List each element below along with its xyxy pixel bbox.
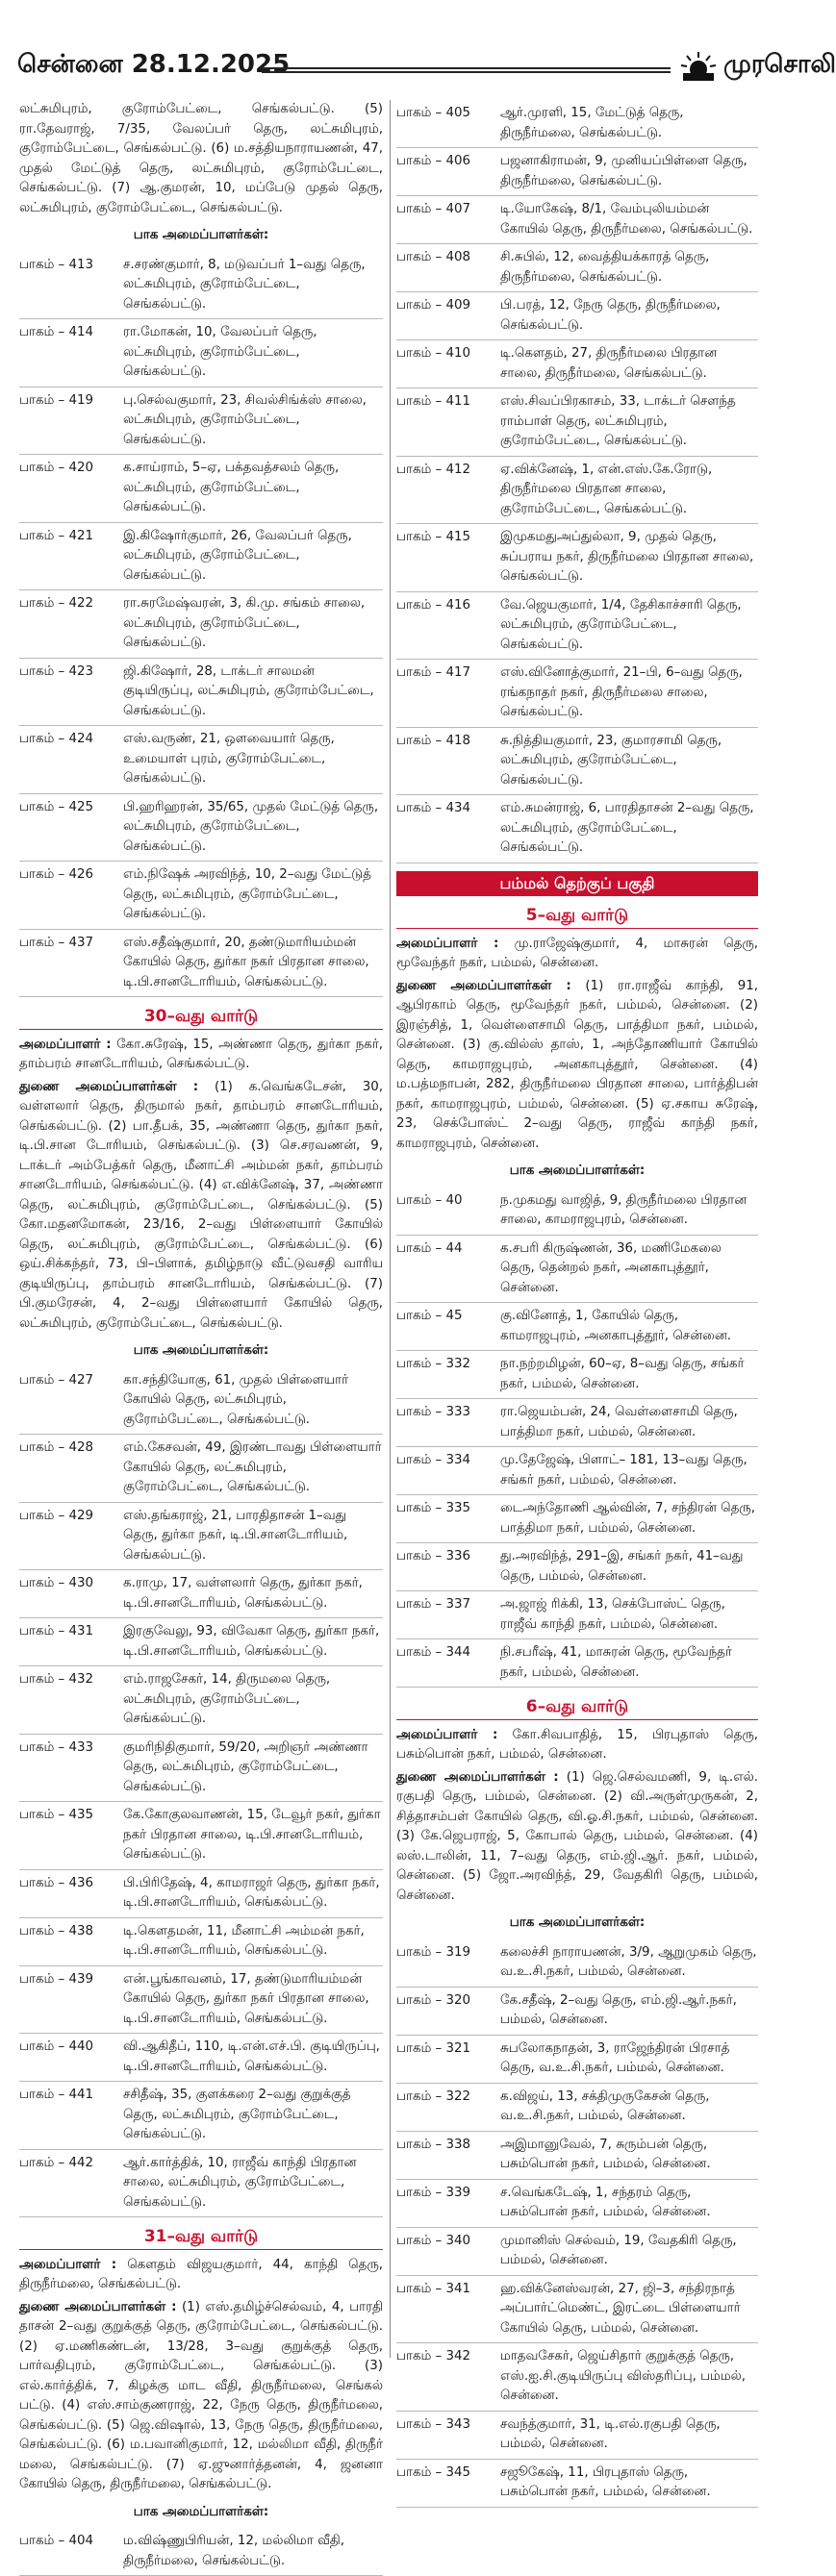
booth-number: பாகம் – 413 — [19, 257, 94, 272]
ward-5-title: 5–வது வார்டு — [396, 906, 758, 929]
booth-organizer: நா.நற்றமிழன், 60–ஏ, 8–வது தெரு, சங்கர் நகர், பம்மல், சென்னை. — [500, 1357, 745, 1391]
booth-number: பாகம் – 322 — [396, 2088, 471, 2104]
booth-organizer: து.அரவிந்த், 291–இ, சங்கர் நகர், 41–வது தெரு, பம்மல், சென்னை. — [500, 1549, 744, 1584]
booth-entry — [19, 2034, 383, 2082]
deputy-text: (1) ஜெ.செல்வமணி, 9, டி.எல். ரகுபதி தெரு, பம்மல், சென்னை. (2) வி.அருள்முருகன், 2, சித்தாசம்பள் கோயில் தெரு, வி.ஓ.சி.நகர், பம்மல், சென்னை. (3) கே.ஜெபராஜ், 5, கோபால் தெரு, பம்மல், சென்னை. (4) லஸ்.டாலின், 11, 7–வது தெரு, எம்.ஜி.ஆர். நகர், பம்மல், சென்னை. (5) ஜோ.அரவிந்த், 29, வேதகிரி தெரு, பம்மல், சென்னை. — [396, 1769, 759, 1903]
booth-number: பாகம் – 414 — [19, 325, 94, 339]
booth-number: பாகம் – 332 — [396, 1357, 471, 1371]
booth-organizer: சு.நித்தியகுமார், 23, குமாரசாமி தெரு, லட்சுமிபுரம், குரோம்பேட்டை, செங்கல்பட்டு. — [500, 733, 722, 788]
booth-number: பாகம் – 426 — [19, 867, 94, 882]
booth-organizer: டி.கௌதமன், 11, மீனாட்சி அம்மன் நகர், டி.பி.சானடோரியம், செங்கல்பட்டு. — [123, 1923, 365, 1958]
booth-organizer: க.சபரி கிருஷ்ணன், 36, மணிமேகலை தெரு, தென்றல் நகர், அனகாபுத்தூர், சென்னை. — [500, 1240, 722, 1295]
booth-organizer: டைஅந்தோணி ஆல்வின், 7, சந்திரன் தெரு, பாத்திமா நகர், பம்மல், சென்னை. — [500, 1501, 755, 1536]
booth-number: பாகம் – 427 — [19, 1372, 94, 1388]
booth-organizer: மாதவசேகர், ஜெய்சிதார் குறுக்குத் தெரு, எஸ்.ஐ.சி.குடியிருப்பு விஸ்தரிப்பு, பம்மல், சென்னை. — [500, 2349, 746, 2403]
booth-organizer: எம்.நிஷேக் அரவிந்த், 10, 2–வது மேட்டுத் தெரு, லட்சுமிபுரம், குரோம்பேட்டை, செங்கல்பட்டு. — [123, 867, 371, 921]
ward-31-deputies — [19, 2298, 383, 2495]
booth-organizer: க.சாய்ராம், 5–ஏ, பக்தவத்சலம் தெரு, லட்சுமிபுரம், குரோம்பேட்டை, செங்கல்பட்டு. — [123, 461, 340, 514]
booth-entry — [19, 1666, 383, 1735]
ward-6-organizer — [396, 1726, 758, 1765]
booth-number: பாகம் – 343 — [396, 2416, 471, 2432]
booth-organizer: ந.முகமது வாஜித், 9, திருநீர்மலை பிரதான சாலை, காமராஜபுரம், சென்னை. — [500, 1192, 747, 1227]
left-column — [19, 100, 384, 2568]
booth-number: பாகம் – 433 — [19, 1739, 94, 1755]
booth-entry — [19, 726, 383, 794]
booth-number: பாகம் – 437 — [19, 935, 94, 950]
organizer-text: கௌதம் விஜயகுமார், 44, காந்தி தெரு, திருநீர்மலை, செங்கல்பட்டு. — [19, 2257, 383, 2291]
booth-entry — [19, 1367, 383, 1436]
booth-organizer: அ.ஜாஜ் ரிக்கி, 13, செக்போஸ்ட் தெரு, ராஜீவ் காந்தி நகர், பம்மல், சென்னை. — [500, 1597, 725, 1632]
booth-entry — [396, 1939, 758, 1988]
booth-entry — [396, 2412, 758, 2460]
booth-number: பாகம் – 410 — [396, 346, 471, 361]
booth-list — [396, 100, 758, 863]
booth-entry — [19, 1435, 383, 1503]
ward-5-organizer — [396, 935, 758, 974]
booth-entry — [19, 252, 383, 320]
booth-entry — [396, 2180, 758, 2228]
deputy-text: (1) எஸ்.தமிழ்ச்செல்வம், 4, பாரதி தாசன் 2–வது குறுக்குத் தெரு, குரோம்பேட்டை, செங்கல்பட்டு. (2) ஏ.மணிகண்டன், 13/28, 3–வது குறுக்குத் தெரு, பார்வதிபுரம், குரோம்பேட்டை, செங்கல்பட்டு. (3) எல்.கார்த்திக், 7, கிழக்கு மாட வீதி, திருநீர்மலை, செங்கல் பட்டு. (4) எஸ்.சாம்குணராஜ், 22, நேரு தெரு, திருநீர்மலை, செங்கல்பட்டு. (5) ஜெ.விஷால், 13, நேரு தெரு, திருநீர்மலை, செங்கல்பட்டு. (6) ம.பவானிகுமார், 12, மல்லிமா வீதி, திருநீர் மலை, செங்கல்பட்டு. (7) ஏ.ஜுனார்த்தனன், 4, ஜனனா கோயில் தெரு, திருநீர்மலை, செங்கல்பட்டு. — [19, 2299, 383, 2491]
booth-organizer: வே.ஜெயகுமார், 1/4, தேசிகாச்சாரி தெரு, லட்சுமிபுரம், குரோம்பேட்டை, செங்கல்பட்டு. — [500, 597, 742, 652]
booth-organizer: இமுகமதுஅப்துல்லா, 9, முதல் தெரு, சுப்பராய நகர், திருநீர்மலை பிரதான சாலை, செங்கல்பட்டு. — [500, 530, 754, 584]
booth-entry — [396, 1303, 758, 1351]
booth-entry — [19, 590, 383, 659]
booth-entry — [396, 1639, 758, 1688]
booth-number: பாகம் – 428 — [19, 1440, 94, 1455]
booth-number: பாகம் – 45 — [396, 1309, 463, 1323]
booth-entry — [396, 1988, 758, 2036]
booth-entry — [396, 1188, 758, 1236]
booth-number: பாகம் – 436 — [19, 1875, 94, 1890]
booth-number: பாகம் – 337 — [396, 1597, 471, 1612]
booth-organizer: ம.விஷ்ணுபிரியன், 12, மல்லிமா வீதி, திருநீர்மலை, செங்கல்பட்டு. — [123, 2534, 345, 2568]
booth-number: பாகம் – 44 — [396, 1240, 463, 1256]
booth-number: பாகம் – 411 — [396, 394, 471, 409]
booth-number: பாகம் – 417 — [396, 665, 471, 680]
booth-entry — [396, 457, 758, 525]
booth-entry — [19, 523, 383, 591]
booth-number: பாகம் – 434 — [396, 801, 471, 815]
booth-organizer: எம்.சுமன்ராஜ், 6, பாரதிதாசன் 2–வது தெரு, லட்சுமிபுரம், குரோம்பேட்டை, செங்கல்பட்டு. — [500, 801, 754, 855]
booth-organizer: இ.கிஷோர்குமார், 26, வேலப்பர் தெரு, லட்சுமிபுரம், குரோம்பேட்டை, செங்கல்பட்டு. — [123, 528, 352, 583]
booth-organizer: க.ராமு, 17, வள்ளலார் தெரு, துர்கா நகர், டி.பி.சானடோரியம், செங்கல்பட்டு. — [123, 1576, 363, 1611]
booth-entry — [396, 2036, 758, 2084]
booth-number: பாகம் – 333 — [396, 1405, 471, 1419]
booth-organizer: ஹ.விக்னேஸ்வரன், 27, ஜி–3, சந்திரநாத் அப்பார்ட்மெண்ட், இரட்டை பிள்ளையார் கோயில் தெரு, பம்மல், சென்னை. — [500, 2281, 741, 2336]
booth-number: பாகம் – 425 — [19, 799, 94, 814]
booth-number: பாகம் – 341 — [396, 2281, 471, 2296]
booth-entry — [19, 455, 383, 523]
booth-organizer: ச.வெங்கடேஷ், 1, சந்தரம் தெரு, பசும்பொன் நகர், பம்மல், சென்னை. — [500, 2185, 711, 2219]
organizer-text: மு.ராஜேஷ்குமார், 4, மாசுரன் தெரு, மூவேந்தர் நகர், பம்மல், சென்னை. — [396, 936, 759, 970]
booth-number: பாகம் – 40 — [396, 1192, 463, 1208]
booth-organizer: மு.தேஜேஷ், பிளாட்– 181, 13–வது தெரு, சங்கர் நகர், பம்மல், சென்னை. — [500, 1453, 747, 1488]
booth-heading: பாக அமைப்பாளர்கள்: — [509, 1163, 646, 1178]
organizer-label: அமைப்பாளர் : — [19, 1037, 112, 1052]
booth-entry — [396, 1495, 758, 1543]
booth-entry — [396, 244, 758, 292]
booth-organizer: சசிதீஷ், 35, குளக்கரை 2–வது குறுக்குத் தெரு, லட்சுமிபுரம், குரோம்பேட்டை, செங்கல்பட்டு. — [123, 2088, 351, 2141]
booth-number: பாகம் – 408 — [396, 250, 471, 264]
booth-entry — [19, 2082, 383, 2150]
booth-number: பாகம் – 336 — [396, 1549, 471, 1563]
booth-organizer: சஜூகேஷ், 11, பிரபுதாஸ் தெரு, பசும்பொன் நகர், பம்மல், சென்னை. — [500, 2464, 711, 2499]
deputy-label: துணை அமைப்பாளர்கள் : — [396, 978, 571, 993]
booth-number: பாகம் – 422 — [19, 596, 94, 611]
article-columns — [0, 100, 770, 2568]
booth-number: பாகம் – 440 — [19, 2039, 94, 2054]
booth-entry — [396, 2084, 758, 2132]
booth-number: பாகம் – 429 — [19, 1508, 94, 1523]
booth-organizer: என்.பூங்காவனம், 17, தண்டுமாரியம்மன் கோயில் தெரு, துர்கா நகர் பிரதான சாலை, டி.பி.சானடோரியம், செங்கல்பட்டு. — [123, 1971, 369, 2026]
booth-organizer: பி.ஹரிஹரன், 35/65, முதல் மேட்டுத் தெரு, லட்சுமிபுரம், குரோம்பேட்டை, செங்கல்பட்டு. — [123, 799, 379, 854]
booth-entry — [19, 1570, 383, 1618]
booth-entry — [19, 1870, 383, 1918]
booth-heading: பாக அமைப்பாளர்கள்: — [133, 228, 269, 242]
booth-organizer: கலைச்சி நாராயணன், 3/9, ஆறுமுகம் தெரு, வ.உ.சி.நகர், பம்மல், சென்னை. — [500, 1944, 757, 1979]
booth-organizer: பஜனாகிராமன், 9, முனியப்பிள்ளை தெரு, திருநீர்மலை, செங்கல்பட்டு. — [500, 154, 747, 188]
booth-number: பாகம் – 441 — [19, 2088, 94, 2102]
booth-entry — [396, 2276, 758, 2344]
booth-list — [19, 252, 383, 998]
booth-number: பாகம் – 424 — [19, 732, 94, 746]
booth-organizer: க.விஜய், 13, சக்திமுருகேசன் தெரு, வ.உ.சி.நகர், பம்மல், சென்னை. — [500, 2088, 710, 2123]
booth-number: பாகம் – 340 — [396, 2233, 471, 2248]
booth-number: பாகம் – 438 — [19, 1923, 94, 1938]
booth-number: பாகம் – 345 — [396, 2464, 471, 2480]
booth-number: பாகம் – 432 — [19, 1672, 94, 1687]
booth-organizer: ரா.சுரமேஷ்வரன், 3, கி.மு. சங்கம் சாலை, லட்சுமிபுரம், குரோம்பேட்டை, செங்கல்பட்டு. — [123, 596, 366, 650]
booth-entry — [396, 292, 758, 340]
booth-entry — [19, 1618, 383, 1666]
booth-entry — [19, 930, 383, 998]
newspaper-brand: முரசொலி — [723, 50, 836, 79]
booth-entry — [19, 2150, 383, 2218]
booth-entry — [19, 388, 383, 456]
booth-number: பாகம் – 442 — [19, 2155, 94, 2170]
booth-entry — [19, 1802, 383, 1870]
booth-entry — [396, 1236, 758, 1304]
booth-organizer: எஸ்.தங்கராஜ், 21, பாரதிதாசன் 1–வது தெரு, துர்கா நகர், டி.பி.சானடோரியம், செங்கல்பட்டு. — [123, 1508, 348, 1563]
booth-list — [19, 1367, 383, 2218]
booth-organizer: எஸ்.சதீஷ்குமார், 20, தண்டுமாரியம்மன் கோயில் தெரு, துர்கா நகர் பிரதான சாலை, டி.பி.சானடோரியம், செங்கல்பட்டு. — [123, 935, 369, 989]
masthead — [0, 0, 836, 96]
booth-organizer: எஸ்.வினோத்குமார், 21–பி, 6–வது தெரு, ரங்கநாதர் நகர், திருநீர்மலை சாலை, செங்கல்பட்டு. — [500, 665, 743, 719]
booth-entry — [396, 1543, 758, 1591]
booth-number: பாகம் – 420 — [19, 461, 94, 475]
booth-number: பாகம் – 319 — [396, 1944, 471, 1960]
organizer-label: அமைப்பாளர் : — [396, 1727, 498, 1742]
ward-31-organizer — [19, 2256, 383, 2295]
booth-heading: பாக அமைப்பாளர்கள்: — [509, 1915, 646, 1930]
booth-number: பாகம் – 421 — [19, 528, 94, 543]
booth-organizer: எம்.ராஜசேகர், 14, திருமலை தெரு, லட்சுமிபுரம், குரோம்பேட்டை, செங்கல்பட்டு. — [123, 1672, 331, 1726]
booth-number: பாகம் – 430 — [19, 1576, 94, 1590]
booth-list — [396, 1188, 758, 1688]
zone-banner: பம்மல் தெற்குப் பகுதி — [396, 871, 758, 897]
booth-entry — [19, 319, 383, 388]
booth-organizer: முமானிஸ் செல்வம், 19, வேதகிரி தெரு, பம்மல், சென்னை. — [500, 2233, 737, 2267]
right-column — [396, 100, 759, 2499]
booth-number: பாகம் – 320 — [396, 1992, 471, 2008]
booth-number: பாகம் – 431 — [19, 1624, 94, 1638]
ward-30-deputies — [19, 1078, 383, 1335]
booth-number: பாகம் – 423 — [19, 663, 94, 679]
booth-organizer: சி.சுபில், 12, வைத்தியக்காரத் தெரு, திருநீர்மலை, செங்கல்பட்டு. — [500, 250, 710, 285]
intro-paragraph: லட்சுமிபுரம், குரோம்பேட்டை, செங்கல்பட்டு. (5) ரா.தேவராஜ், 7/35, வேலப்பர் தெரு, லட்சுமிபுரம், குரோம்பேட்டை, செங்கல்பட்டு. (6) ம.சத்தியநாராயணன், 47, முதல் மேட்டுத் தெரு, லட்சுமிபுரம், குரோம்பேட்டை, செங்கல்பட்டு. (7) ஆ.குமரன், 10, மப்பேடு முதல் தெரு, லட்சுமிபுரம், குரோம்பேட்டை, செங்கல்பட்டு. — [19, 102, 383, 215]
booth-entry — [396, 795, 758, 863]
booth-entry — [396, 100, 758, 148]
booth-organizer: ஜி.கிஷோர், 28, டாக்டர் சாலமன் குடியிருப்பு, லட்சுமிபுரம், குரோம்பேட்டை, செங்கல்பட்டு. — [123, 663, 374, 718]
booth-heading: பாக அமைப்பாளர்கள்: — [133, 1343, 269, 1358]
booth-organizer: டி.யோகேஷ், 8/1, வேம்புலியம்மன் கோயில் தெரு, திருநீர்மலை, செங்கல்பட்டு. — [500, 202, 753, 237]
ward-30-title: 30–வது வார்டு — [19, 1007, 383, 1030]
edition-date: சென்னை 28.12.2025 — [17, 50, 291, 79]
booth-organizer: ஆர்.கார்த்திக், 10, ராஜீவ் காந்தி பிரதான சாலை, லட்சுமிபுரம், குரோம்பேட்டை, செங்கல்பட்டு. — [123, 2155, 357, 2210]
booth-heading: பாக அமைப்பாளர்கள்: — [133, 2504, 269, 2519]
booth-number: பாகம் – 419 — [19, 392, 94, 408]
booth-entry — [396, 1447, 758, 1495]
booth-organizer: அஇமானுவேல், 7, சுரும்பன் தெரு, பசும்பொன் நகர், பம்மல், சென்னை. — [500, 2137, 711, 2171]
booth-number: பாகம் – 407 — [396, 202, 471, 216]
booth-entry — [396, 2132, 758, 2180]
organizer-text: கோ.சிவபாதித், 15, பிரபுதாஸ் தெரு, பசும்பொன் நகர், பம்மல், சென்னை. — [396, 1727, 758, 1762]
booth-organizer: சவந்த்குமார், 31, டி.எல்.ரகுபதி தெரு, பம்மல், சென்னை. — [500, 2416, 721, 2451]
booth-entry — [396, 2460, 758, 2508]
ward-5-deputies — [396, 977, 758, 1155]
booth-list — [19, 2528, 383, 2576]
booth-organizer: பி.பிரிதேஷ், 4, காமராஜர் தெரு, துர்கா நகர், டி.பி.சானடோரியம், செங்கல்பட்டு. — [123, 1875, 380, 1910]
booth-entry — [396, 1351, 758, 1399]
booth-organizer: வி.ஆகிதீப், 110, டி.என்.எச்.பி. குடியிருப்பு, டி.பி.சானடோரியம், செங்கல்பட்டு. — [123, 2039, 380, 2074]
booth-entry — [396, 660, 758, 728]
rising-sun-logo-icon — [679, 50, 718, 85]
booth-organizer: ரா.மோகன், 10, வேலப்பர் தெரு, லட்சுமிபுரம், குரோம்பேட்டை, செங்கல்பட்டு. — [123, 325, 317, 379]
booth-number: பாகம் – 409 — [396, 298, 471, 313]
organizer-label: அமைப்பாளர் : — [396, 936, 499, 951]
deputy-label: துணை அமைப்பாளர்கள் : — [19, 1079, 199, 1094]
booth-number: பாகம் – 412 — [396, 462, 471, 477]
booth-organizer: எஸ்.வருண், 21, ஒளவையார் தெரு, உமையாள் புரம், குரோம்பேட்டை, செங்கல்பட்டு. — [123, 732, 335, 786]
deputy-label: துணை அமைப்பாளர்கள் : — [396, 1769, 559, 1785]
booth-number: பாகம் – 439 — [19, 1971, 94, 1987]
booth-number: பாகம் – 435 — [19, 1808, 94, 1822]
booth-organizer: கே.சதீஷ், 2–வது தெரு, எம்.ஜி.ஆர்.நகர், பம்மல், சென்னை. — [500, 1992, 737, 2027]
column-divider — [390, 100, 391, 2358]
booth-number: பாகம் – 344 — [396, 1645, 471, 1660]
booth-entry — [19, 862, 383, 930]
booth-organizer: எம்.கேசவன், 49, இரண்டாவது பிள்ளையார் கோயில் தெரு, லட்சுமிபுரம், குரோம்பேட்டை, செங்கல்பட்டு. — [123, 1440, 382, 1494]
booth-entry — [19, 2528, 383, 2576]
booth-entry — [396, 1591, 758, 1639]
booth-entry — [19, 1503, 383, 1571]
booth-number: பாகம் – 321 — [396, 2040, 471, 2056]
booth-organizer: இரகுவேலு, 93, விவேகா தெரு, துர்கா நகர், டி.பி.சானடோரியம், செங்கல்பட்டு. — [123, 1624, 380, 1659]
masthead-rule — [262, 67, 671, 73]
booth-number: பாகம் – 335 — [396, 1501, 471, 1515]
booth-number: பாகம் – 406 — [396, 154, 471, 168]
booth-organizer: கு.வினோத், 1, கோயில் தெரு, காமராஜபுரம், அனகாபுத்தூர், சென்னை. — [500, 1309, 732, 1343]
booth-organizer: ஏ.விக்னேஷ், 1, என்.எஸ்.கே.ரோடு, திருநீர்மலை பிரதான சாலை, குரோம்பேட்டை, செங்கல்பட்டு. — [500, 462, 713, 516]
booth-organizer: நி.சபரீஷ், 41, மாசுரன் தெரு, மூவேந்தர் நகர், பம்மல், சென்னை. — [500, 1645, 732, 1680]
booth-entry — [396, 340, 758, 388]
booth-organizer: எஸ்.சிவப்பிரகாசம், 33, டாக்டர் சௌந்த ராம்பாள் தெரு, லட்சுமிபுரம், குரோம்பேட்டை, செங்கல்பட்டு. — [500, 394, 736, 448]
booth-number: பாகம் – 405 — [396, 106, 471, 120]
booth-entry — [396, 196, 758, 244]
booth-entry — [396, 728, 758, 796]
booth-number: பாகம் – 338 — [396, 2137, 471, 2152]
booth-entry — [19, 794, 383, 863]
booth-number: பாகம் – 418 — [396, 733, 471, 748]
booth-entry — [396, 524, 758, 592]
deputy-text: (1) க.வெங்கடேசன், 30, வள்ளலார் தெரு, திருமால் நகர், தாம்பரம் சானடோரியம், செங்கல்பட்டு. (2) பா.தீபக், 35, அண்ணா தெரு, துர்கா நகர், டி.பி.சான டோரியம், செங்கல்பட்டு. (3) செ.சரவணன், 9, டாக்டர் அம்பேத்கர் தெரு, மீனாட்சி அம்மன் நகர், தாம்பரம் சானடோரியம், செங்கல்பட்டு. (4) எ.விக்னேஷ், 37, அண்ணா தெரு, லட்சுமிபுரம், குரோம்பேட்டை, செங்கல்பட்டு. (5) கோ.மதனமோகன், 23/16, 2–வது பிள்ளையார் கோயில் தெரு, லட்சுமிபுரம், குரோம்பேட்டை, செங்கல்பட்டு. (6) ஒய்.சிக்கந்தர், 73, பி–பிளாக், தமிழ்நாடு வீட்டுவசதி வாரிய குடியிருப்பு, தாம்பரம் சானடோரியம், செங்கல்பட்டு. (7) பி.குமரேசன், 4, 2–வது பிள்ளையார் கோயில் தெரு, லட்சுமிபுரம், குரோம்பேட்டை, செங்கல்பட்டு. — [19, 1079, 384, 1331]
ward-31-title: 31–வது வார்டு — [19, 2227, 383, 2250]
booth-entry — [396, 148, 758, 196]
ward-30-organizer — [19, 1036, 383, 1075]
booth-entry — [396, 2228, 758, 2276]
booth-organizer: கா.சந்தியோகு, 61, முதல் பிள்ளையார் கோயில் தெரு, லட்சுமிபுரம், குரோம்பேட்டை, செங்கல்பட்டு. — [123, 1372, 349, 1427]
deputy-label: துணை அமைப்பாளர்கள் : — [19, 2299, 177, 2314]
booth-entry — [19, 659, 383, 727]
booth-number: பாகம் – 416 — [396, 597, 471, 613]
ward-6-deputies — [396, 1768, 758, 1907]
booth-organizer: குமரிநிதிகுமார், 59/20, அறிஞர் அண்ணா தெரு, லட்சுமிபுரம், குரோம்பேட்டை, செங்கல்பட்டு. — [123, 1739, 368, 1794]
booth-entry — [396, 592, 758, 661]
booth-organizer: ஆர்.முரளி, 15, மேட்டுத் தெரு, திருநீர்மலை, செங்கல்பட்டு. — [500, 106, 684, 140]
booth-entry — [396, 1399, 758, 1447]
deputy-text: (1) ரா.ராஜீவ் காந்தி, 91, ஆபிரகாம் தெரு, மூவேந்தர் நகர், பம்மல், சென்னை. (2) இரஞ்சித், 1, வெள்ளைசாமி தெரு, பாத்திமா நகர், பம்மல், சென்னை. (3) கு.வில்ஸ் தாஸ், 1, அந்தோணியார் கோயில் தெரு, காமராஜபுரம், அனகாபுத்தூர், சென்னை. (4) ம.பத்மநாபன், 282, திருநீர்மலை பிரதான சாலை, பார்த்திபன் நகர், காமராஜபுரம், பம்மல், சென்னை. (5) ஏ.சகாய சுரேஷ், 23, செக்போஸ்ட் 2–வது தெரு, ராஜீவ் காந்தி நகர், காமராஜபுரம், சென்னை. — [396, 978, 758, 1151]
booth-number: பாகம் – 415 — [396, 530, 471, 544]
ward-6-title: 6–வது வார்டு — [396, 1697, 758, 1720]
organizer-text: கோ.சுரேஷ், 15, அண்ணா தெரு, துர்கா நகர், தாம்பரம் சானடோரியம், செங்கல்பட்டு. — [19, 1037, 384, 1071]
booth-entry — [396, 388, 758, 457]
booth-organizer: சுபலோகநாதன், 3, ராஜேந்திரன் பிரசாத் தெரு, வ.உ.சி.நகர், பம்மல், சென்னை. — [500, 2040, 730, 2075]
booth-organizer: பி.பரத், 12, நேரு தெரு, திருநீர்மலை, செங்கல்பட்டு. — [500, 298, 721, 333]
booth-organizer: பு.செல்வகுமார், 23, சிவல்சிங்க்ஸ் சாலை, லட்சுமிபுரம், குரோம்பேட்டை, செங்கல்பட்டு. — [123, 392, 367, 447]
booth-organizer: டி.கௌதம், 27, திருநீர்மலை பிரதான சாலை, திருநீர்மலை, செங்கல்பட்டு. — [500, 346, 718, 381]
booth-number: பாகம் – 339 — [396, 2185, 471, 2200]
booth-organizer: ரா.ஜெயம்பன், 24, வெள்ளைசாமி தெரு, பாத்திமா நகர், பம்மல், சென்னை. — [500, 1405, 738, 1439]
organizer-label: அமைப்பாளர் : — [19, 2257, 117, 2272]
booth-entry — [396, 2343, 758, 2412]
booth-organizer: கே.கோகுலவாணன், 15, டேவூர் நகர், துர்கா நகர் பிரதான சாலை, டி.பி.சானடோரியம், செங்கல்பட்டு. — [123, 1808, 381, 1862]
booth-entry — [19, 1966, 383, 2035]
booth-organizer: ச.சரண்குமார், 8, மடுவப்பர் 1–வது தெரு, லட்சுமிபுரம், குரோம்பேட்டை, செங்கல்பட்டு. — [123, 257, 366, 312]
booth-entry — [19, 1918, 383, 1966]
booth-list — [396, 1939, 758, 2508]
booth-number: பாகம் – 342 — [396, 2349, 471, 2363]
booth-entry — [19, 1735, 383, 1803]
booth-number: பாகம் – 404 — [19, 2534, 94, 2548]
booth-number: பாகம் – 334 — [396, 1453, 471, 1467]
